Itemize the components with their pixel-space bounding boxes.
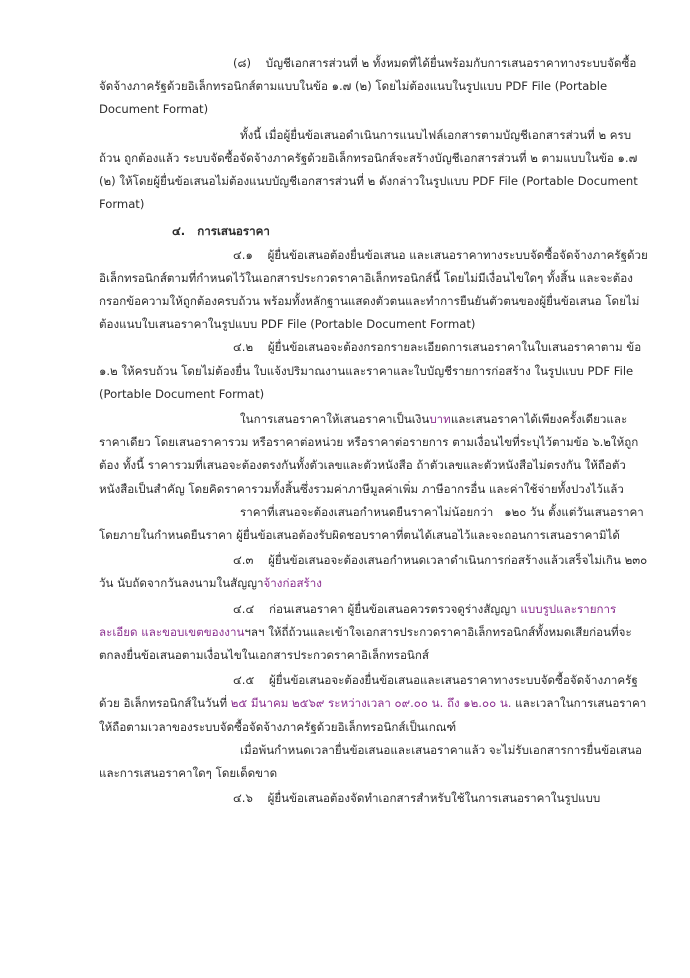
validity-days: ๑๒๐ bbox=[504, 504, 527, 519]
submission-time: ระหว่างเวลา ๐๙.๐๐ น. ถึง ๑๒.๐๐ น. bbox=[328, 696, 512, 711]
clause-text: ผู้ยื่นข้อเสนอจะต้องยื่นข้อเสนอและเสนอราคาทางระบบจัดซื้อจัดจ้างภาครัฐด้วย อิเล็กทรอนิกส์ในวันที่ bbox=[99, 673, 638, 711]
clause-text: และเวลาในการเสนอราคาให้ถือตามเวลาของระบบจัดซื้อจัดจ้างภาครัฐด้วยอิเล็กทรอนิกส์เป็นเกณฑ์ bbox=[99, 696, 647, 734]
clause-text: วัน ตั้งแต่วันเสนอราคาโดยภายในกำหนดยืนราคา ผู้ยื่นข้อเสนอต้องรับผิดชอบราคาที่ตนได้เสนอไว้และจะถอนการเสนอราคามิได้ bbox=[99, 504, 644, 543]
clause-number: ๔.๓ bbox=[233, 553, 254, 568]
clause-number: ๔.๔ bbox=[233, 601, 255, 616]
paragraph-document-list bbox=[99, 52, 650, 122]
clause-text: ผู้ยื่นข้อเสนอต้องยื่นข้อเสนอ และเสนอราคาทางระบบจัดซื้อจัดจ้างภาครัฐด้วยอิเล็กทรอนิกส์ตามที่กำหนดไว้ในเอกสารประกวดราคาอิเล็กทรอนิกส์นี้ โดยไม่มีเงื่อนไขใดๆ ทั้งสิ้น และจะต้องกรอกข้อความให้ถูกต้องครบถ้วน พร้อมทั้งหลักฐานแสดงตัวตนและทำการยืนยันตัวตนของผู้ยื่นข้อเสนอ โดยไม่ต้องแนบใบเสนอราคาในรูปแบบ PDF File (Portable Document Format) bbox=[99, 247, 648, 332]
clause-text: ฯลฯ ให้ถี่ถ้วนและเข้าใจเอกสารประกวดราคาอิเล็กทรอนิกส์ทั้งหมดเสียก่อนที่จะตกลงยื่นข้อเสนอตามเงื่อนไขในเอกสารประกวดราคาอิเล็กทรอนิกส์ bbox=[99, 624, 632, 663]
clause-text: ผู้ยื่นข้อเสนอต้องจัดทำเอกสารสำหรับใช้ในการเสนอราคาในรูปแบบ bbox=[267, 791, 601, 806]
clause-4-1 bbox=[99, 244, 650, 337]
clause-4-2-currency bbox=[99, 408, 650, 501]
paragraph-note bbox=[99, 124, 650, 217]
clause-number: ๔.๒ bbox=[233, 340, 254, 355]
clause-4-6 bbox=[99, 787, 650, 810]
clause-text: ในการเสนอราคาให้เสนอราคาเป็นเงิน bbox=[240, 412, 430, 427]
clause-text: วัน นับถัดจากวันลงนามในสัญญา bbox=[99, 576, 264, 591]
clause-number: ๔.๖ bbox=[233, 791, 253, 806]
clause-text: ผู้ยื่นข้อเสนอจะต้องเสนอกำหนดเวลาดำเนินการก่อสร้างแล้วเสร็จไม่เกิน bbox=[268, 553, 621, 568]
clause-4-2 bbox=[99, 336, 650, 406]
clause-text: ผู้ยื่นข้อเสนอจะต้องกรอกรายละเอียดการเสนอราคาในใบเสนอราคาตาม ข้อ ๑.๒ ให้ครบถ้วน โดยไม่ต้องยื่น ใบแจ้งปริมาณงานและราคาและใบบัญชีรายการก่อสร้าง ในรูปแบบ PDF File (Portable Document Format) bbox=[99, 340, 642, 401]
item-number: (๘) bbox=[233, 56, 251, 70]
contract-type-highlight: จ้างก่อสร้าง bbox=[263, 576, 322, 591]
section-number: ๔. bbox=[172, 224, 186, 239]
clause-text: ก่อนเสนอราคา ผู้ยื่นข้อเสนอควรตรวจดูร่างสัญญา bbox=[269, 601, 517, 616]
clause-4-2-validity bbox=[99, 501, 650, 547]
clause-text: และเสนอราคาได้เพียงครั้งเดียวและราคาเดียว โดยเสนอราคารวม หรือราคาต่อหน่วย หรือราคาต่อรายการ ตามเงื่อนไขที่ระบุไว้ตามข้อ ๖.๒ให้ถูกต้อง ทั้งนี้ ราคารวมที่เสนอจะต้องตรงกันทั้งตัวเลขและตัวหนังสือ ถ้าตัวเลขและตัวหนังสือไม่ตรงกัน ให้ถือตัวหนังสือเป็นสำคัญ โดยคิดราคารวมทั้งสิ้นซึ่งรวมค่าภาษีมูลค่าเพิ่ม ภาษีอากรอื่น และค่าใช้จ่ายทั้งปวงไว้แล้ว bbox=[99, 412, 639, 496]
currency-highlight: บาท bbox=[429, 412, 451, 427]
clause-text: ราคาที่เสนอจะต้องเสนอกำหนดยืนราคาไม่น้อยกว่า bbox=[240, 504, 494, 519]
clause-text: เมื่อพ้นกำหนดเวลายื่นข้อเสนอและเสนอราคาแล้ว จะไม่รับเอกสารการยื่นข้อเสนอ และการเสนอราคาใดๆ โดยเด็ดขาด bbox=[99, 742, 643, 781]
documents-highlight: แบบรูปและรายการละเอียด และขอบเขตของงาน bbox=[99, 601, 617, 639]
clause-4-4 bbox=[99, 598, 650, 668]
submission-date: ๒๕ มีนาคม ๒๕๖๙ bbox=[230, 696, 325, 711]
clause-number: ๔.๕ bbox=[233, 673, 255, 688]
section-heading bbox=[172, 220, 650, 243]
clause-number: ๔.๑ bbox=[233, 247, 253, 262]
paragraph-text: บัญชีเอกสารส่วนที่ ๒ ทั้งหมดที่ได้ยื่นพร้อมกับการเสนอราคาทางระบบจัดซื้อจัดจ้างภาครัฐด้วยอิเล็กทรอนิกส์ตามแบบในข้อ ๑.๗ (๒) โดยไม่ต้องแนบในรูปแบบ PDF File (Portable Document Format) bbox=[99, 56, 637, 117]
clause-4-5-deadline bbox=[99, 739, 650, 785]
clause-4-5 bbox=[99, 669, 650, 739]
duration-days: ๒๓๐ bbox=[624, 553, 648, 568]
clause-4-3 bbox=[99, 549, 650, 595]
paragraph-text: ทั้งนี้ เมื่อผู้ยื่นข้อเสนอดำเนินการแนบไฟล์เอกสารตามบัญชีเอกสารส่วนที่ ๒ ครบถ้วน ถูกต้องแล้ว ระบบจัดซื้อจัดจ้างภาครัฐด้วยอิเล็กทรอนิกส์จะสร้างบัญชีเอกสารส่วนที่ ๒ ตามแบบในข้อ ๑.๗ (๒) ให้โดยผู้ยื่นข้อเสนอไม่ต้องแนบบัญชีเอกสารส่วนที่ ๒ ดังกล่าวในรูปแบบ PDF File (Portable Document Format) bbox=[99, 127, 638, 212]
section-title: การเสนอราคา bbox=[197, 224, 270, 239]
